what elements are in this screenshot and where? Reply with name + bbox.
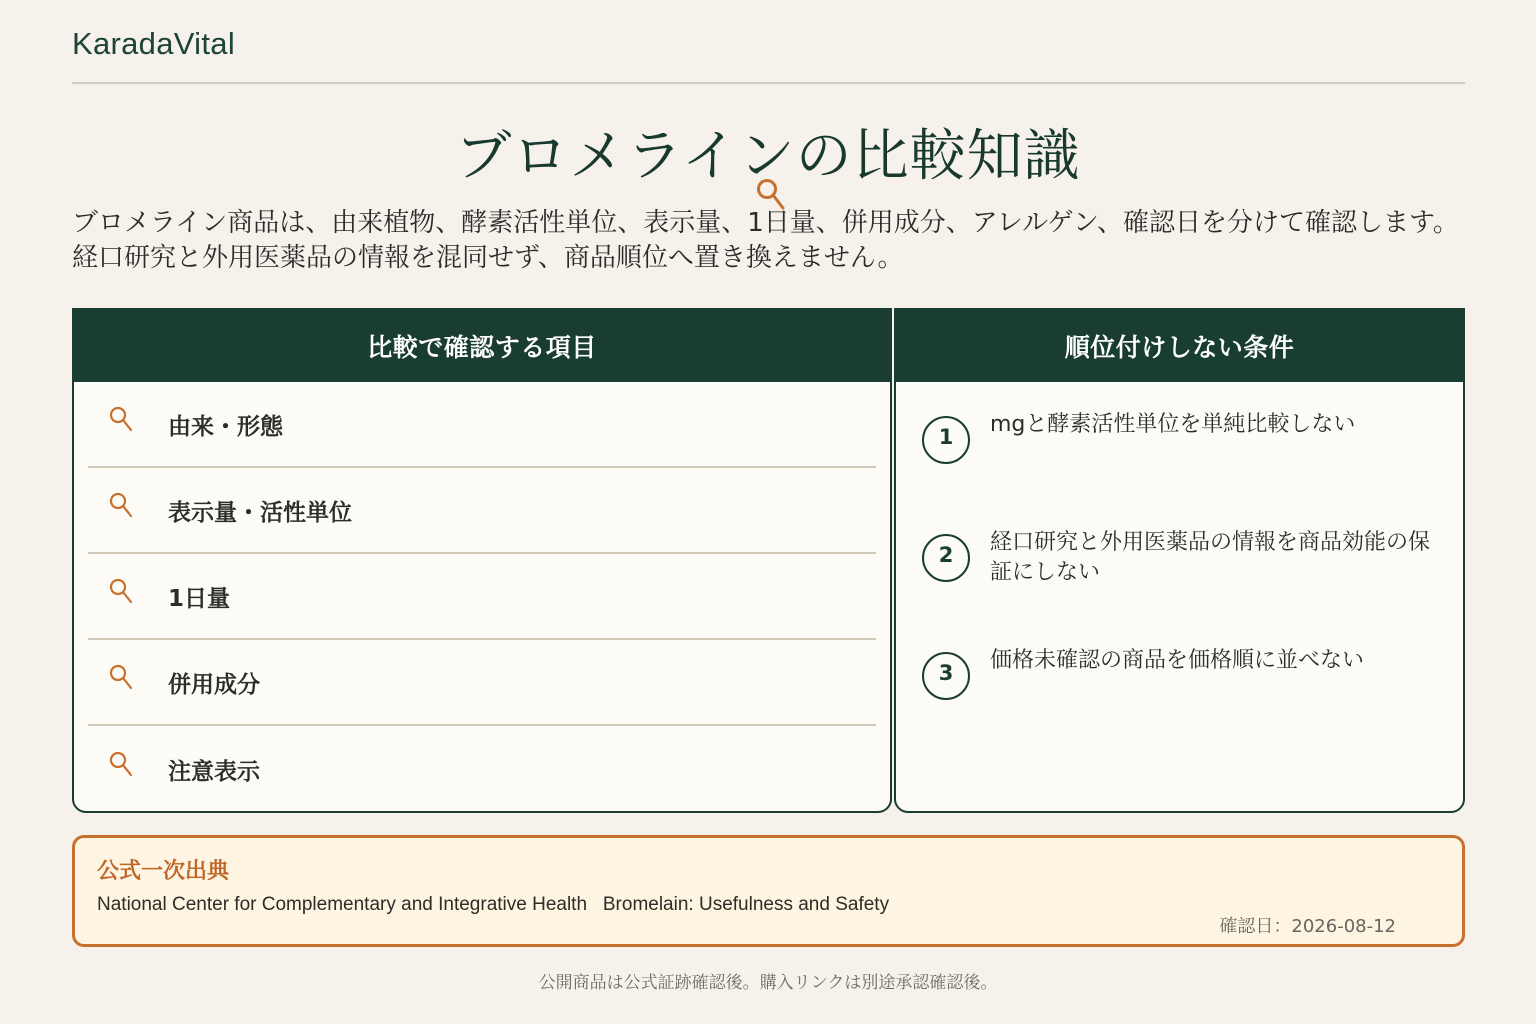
conditions-list [920,382,1439,736]
footer-note: 公開商品は公式証跡確認後。購入リンクは別途承認確認後。 [538,973,998,993]
conditions-header: 順位付けしない条件 [896,310,1463,382]
condition-text: 価格未確認の商品を価格順に並べない [990,648,1365,673]
compare-item [88,640,876,726]
compare-item [88,382,876,468]
source-document-title[interactable]: Bromelain: Usefulness and Safety [602,894,890,915]
magnifier-icon [108,577,136,605]
official-source-box [72,835,1465,947]
condition-number-badge: 3 [922,652,970,700]
condition-text: mgと酵素活性単位を単純比較しない [990,412,1356,437]
condition-item [920,500,1439,618]
compare-item [88,468,876,554]
compare-items-list [88,382,876,812]
compare-items-panel [72,308,892,813]
condition-item [920,382,1439,500]
magnifier-icon [108,491,136,519]
condition-number-badge: 2 [922,534,970,582]
compare-item [88,726,876,812]
compare-item-label: 併用成分 [168,671,260,698]
compare-item [88,554,876,640]
magnifier-icon [108,405,136,433]
page-title: ブロメラインの比較知識 [455,124,1081,189]
compare-item-label: 由来・形態 [168,413,283,440]
header-divider [72,82,1465,84]
condition-text: 経口研究と外用医薬品の情報を商品効能の保証にしない [990,530,1431,585]
condition-number-badge: 1 [922,416,970,464]
magnifier-icon [108,750,136,778]
source-publisher[interactable]: National Center for Complementary and Integrative Health [97,894,588,915]
source-title: 公式一次出典 [97,859,230,884]
compare-item-label: 表示量・活性単位 [168,499,352,526]
magnifier-icon [108,663,136,691]
compare-item-label: 1日量 [168,585,231,612]
brand-logo[interactable]: KaradaVital [72,26,236,61]
intro-text: ブロメライン商品は、由来植物、酵素活性単位、表示量、1日量、併用成分、アレルゲン、確認日を分けて確認します。経口研究と外用医薬品の情報を混同せず、商品順位へ置き換えません。 [72,208,1459,273]
no-ranking-conditions-panel [894,308,1465,813]
compare-item-label: 注意表示 [168,758,260,785]
source-citation [97,894,889,916]
source-checked-date: 確認日：2026-08-12 [1219,916,1396,937]
condition-item [920,618,1439,736]
compare-items-header: 比較で確認する項目 [74,310,890,382]
